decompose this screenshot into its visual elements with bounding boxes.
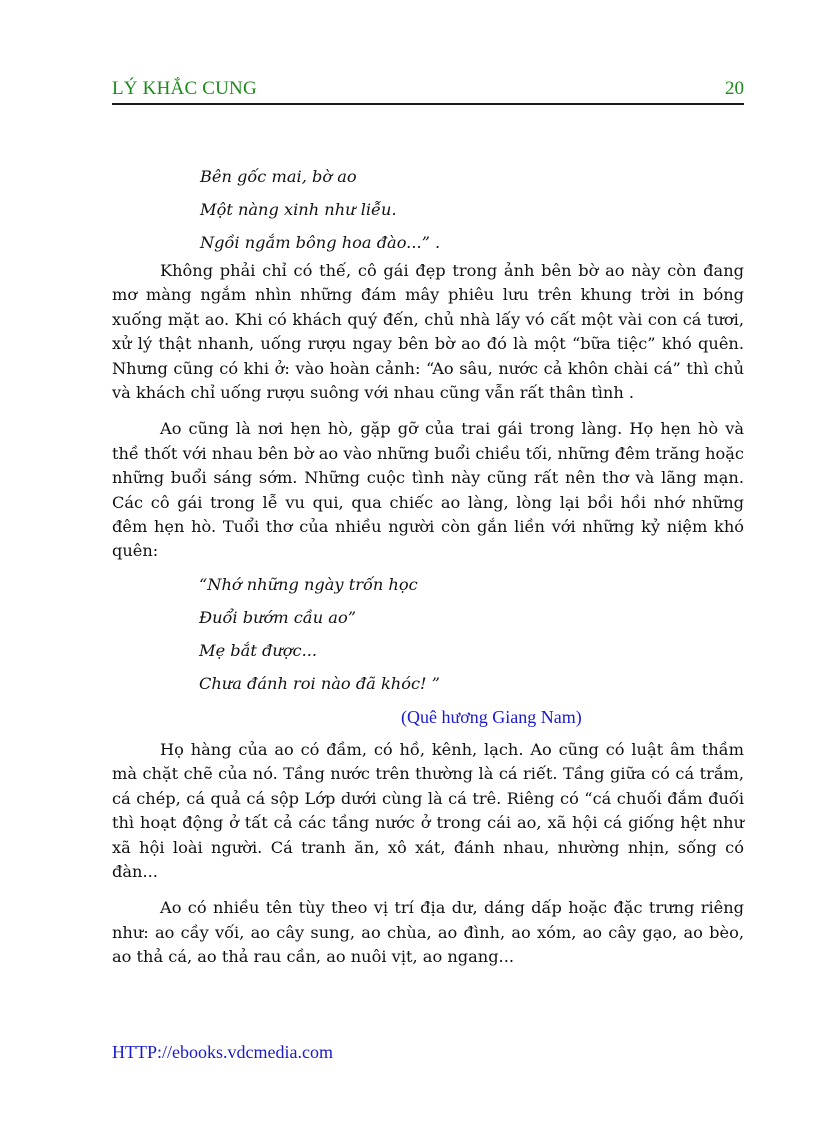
verse-line: Ngồi ngắm bông hoa đào...” . — [200, 233, 441, 252]
verse-line: “Nhớ những ngày trốn học — [199, 574, 418, 594]
paragraph: Ao cũng là nơi hẹn hò, gặp gỡ của trai gái trong làng. Họ hẹn hò và thề thốt với nhau bên bờ ao vào những buổi chiều tối, những đêm trăng hoặc những buổi sáng sớm. Những cuộc tình này cũng rất nên thơ và lãng mạn. Các cô gái trong lễ vu qui, qua chiếc ao làng, lòng lại bồi hồi nhớ những đêm hẹn hò. Tuổi thơ của nhiều người còn gắn liền với những kỷ niệm khó quên: — [112, 419, 744, 561]
footer-link[interactable]: HTTP://ebooks.vdcmedia.com — [112, 1042, 333, 1062]
page-number: 20 — [725, 78, 744, 99]
paragraph: Không phải chỉ có thế, cô gái đẹp trong ảnh bên bờ ao này còn đang mơ màng ngắm nhìn những đám mây phiêu lưu trên khung trời in bóng xuống mặt ao. Khi có khách quý đến, chủ nhà lấy vó cất một vài con cá tươi, xử lý thật nhanh, uống rượu ngay bên bờ ao đó là một “bữa tiệc” khó quên. Nhưng cũng có khi ở: vào hoàn cảnh: “Ao sâu, nước cả khôn chài cá” thì chủ và khách chỉ uống rượu suông với nhau cũng vẫn rất thân tình . — [112, 261, 744, 403]
verse-citation: (Quê hương Giang Nam) — [401, 706, 582, 727]
paragraph: Họ hàng của ao có đầm, có hồ, kênh, lạch. Ao cũng có luật âm thầm mà chặt chẽ của nó. Tầng nước trên thường là cá riết. Tầng giữa có cá trắm, cá chép, cá quả cá sộp Lớp dưới cùng là cá trê. Riêng có “cá chuối đắm đuối thì hoạt động ở tất cả các tầng nước ở trong cái ao, xã hội cá giống hệt như xã hội loài người. Cá tranh ăn, xô xát, đánh nhau, nhường nhịn, sống có đàn... — [112, 739, 744, 881]
verse-line: Bên gốc mai, bờ ao — [200, 167, 357, 186]
verse-line: Mẹ bắt được... — [199, 640, 317, 660]
verse-block-2 — [112, 568, 744, 700]
verse-block-1 — [112, 160, 744, 259]
header-divider — [112, 103, 744, 105]
body-text — [112, 160, 744, 970]
paragraph: Ao có nhiều tên tùy theo vị trí địa dư, dáng dấp hoặc đặc trưng riêng như: ao cầy vối, ao cây sung, ao chùa, ao đình, ao xóm, ao cây gạo, ao bèo, ao thả cá, ao thả rau cần, ao nuôi vịt, ao ngang... — [112, 898, 744, 967]
page-header — [112, 78, 744, 104]
verse-line: Đuổi bướm cầu ao” — [199, 607, 356, 627]
header-title: LÝ KHẮC CUNG — [112, 78, 257, 99]
verse-line: Một nàng xinh như liễu. — [200, 200, 397, 219]
verse-line: Chưa đánh roi nào đã khóc! ” — [199, 673, 440, 693]
